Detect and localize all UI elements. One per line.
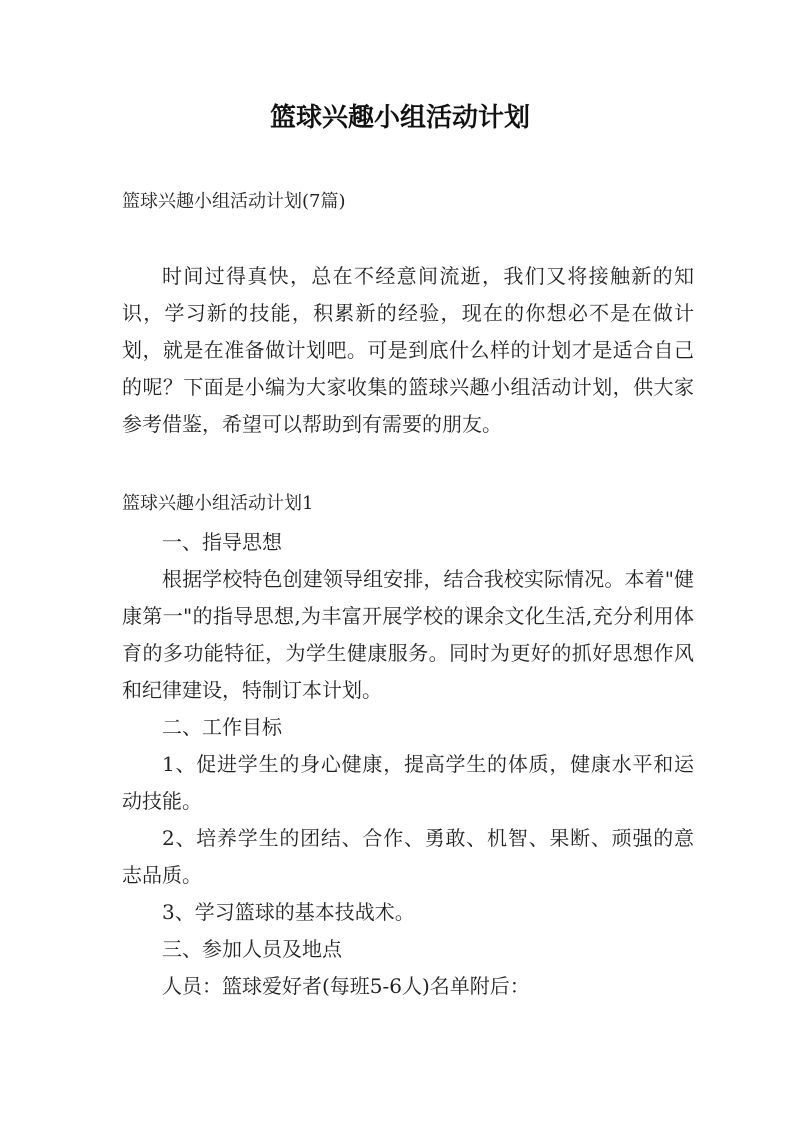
heading-guiding-ideology: 一、指导思想	[162, 530, 282, 554]
goal-item-1: 1、促进学生的身心健康，提高学生的体质，健康水平和运动技能。	[122, 752, 694, 813]
paragraph-guiding-ideology: 根据学校特色创建领导组安排，结合我校实际情况。本着"健康第一"的指导思想,为丰富开展学校的课余文化生活,充分利用体育的多功能特征，为学生健康服务。同时为更好的抓好思想作风和纪律建设，特制订本计划。	[122, 567, 694, 702]
document-subtitle: 篮球兴趣小组活动计划(7篇)	[122, 191, 346, 212]
intro-paragraph: 时间过得真快，总在不经意间流逝，我们又将接触新的知识，学习新的技能，积累新的经验，现在的你想必不是在做计划，就是在准备做计划吧。可是到底什么样的计划才是适合自己的呢？下面是小编为大家收集的篮球兴趣小组活动计划，供大家参考借鉴，希望可以帮助到有需要的朋友。	[122, 264, 694, 436]
goal-item-3: 3、学习篮球的基本技战术。	[162, 900, 415, 924]
goal-item-2: 2、培养学生的团结、合作、勇敢、机智、果断、顽强的意志品质。	[122, 826, 694, 887]
section-body	[122, 524, 694, 1005]
heading-participants-location: 三、参加人员及地点	[162, 937, 342, 961]
paragraph-participants: 人员：篮球爱好者(每班5-6人)名单附后：	[162, 974, 530, 998]
document-title: 篮球兴趣小组活动计划	[269, 103, 530, 133]
heading-work-goals: 二、工作目标	[162, 715, 282, 739]
section-heading: 篮球兴趣小组活动计划1	[122, 493, 314, 514]
